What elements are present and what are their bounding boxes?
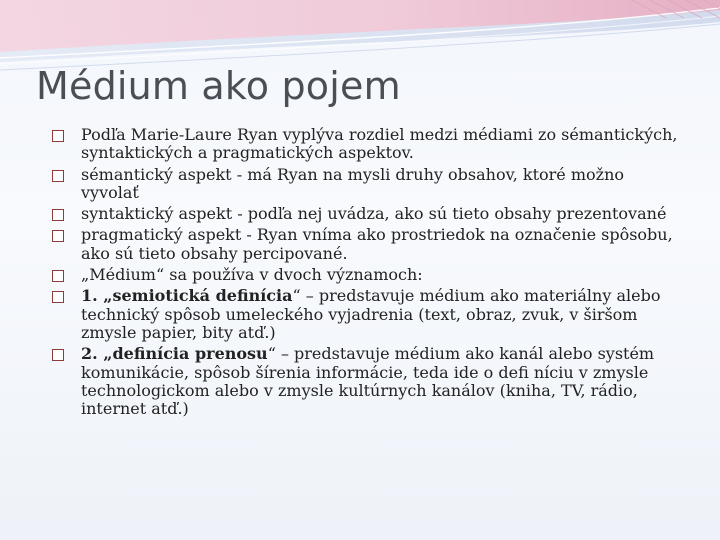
square-bullet-icon xyxy=(52,291,64,303)
bullet-list xyxy=(52,126,682,421)
bullet-text: pragmatický aspekt - Ryan vníma ako prostriedok na označenie spôsobu, ako sú tieto obsahy percipované. xyxy=(81,225,673,263)
bullet-text: sémantický aspekt - má Ryan na mysli druhy obsahov, ktoré možno vyvolať xyxy=(81,164,625,202)
bullet-text: syntaktický aspekt - podľa nej uvádza, ako sú tieto obsahy prezentované xyxy=(81,204,667,224)
square-bullet-icon xyxy=(52,230,64,242)
square-bullet-icon xyxy=(52,349,64,361)
bullet-text: “ – predstavuje médium ako materiálny alebo technický spôsob umeleckého vyjadrenia (text, obraz, zvuk, v širšom zmysle papier, bity atď.) xyxy=(81,286,661,342)
square-bullet-icon xyxy=(52,209,64,221)
bullet-item xyxy=(52,266,682,284)
square-bullet-icon xyxy=(52,270,64,282)
bullet-item xyxy=(52,345,682,418)
bullet-item xyxy=(52,226,682,263)
slide-title: Médium ako pojem xyxy=(36,64,401,108)
bullet-text: „Médium“ sa používa v dvoch významoch: xyxy=(81,265,423,285)
bullet-item xyxy=(52,205,682,223)
bullet-text: Podľa Marie-Laure Ryan vyplýva rozdiel medzi médiami zo sémantických, syntaktických a pragmatických aspektov. xyxy=(81,125,678,163)
definition-term: 2. „definícia prenosu xyxy=(81,344,268,364)
bullet-text: “ – predstavuje médium ako kanál alebo systém komunikácie, spôsob šírenia informácie, teda ide o defi níciu v zmysle technologickom alebo v zmysle kultúrnych kanálov (kniha, TV, rádio, internet atď.) xyxy=(81,344,655,419)
bullet-item xyxy=(52,126,682,163)
square-bullet-icon xyxy=(52,170,64,182)
square-bullet-icon xyxy=(52,130,64,142)
definition-term: 1. „semiotická definícia xyxy=(81,286,293,306)
bullet-item xyxy=(52,166,682,203)
bullet-item xyxy=(52,287,682,342)
